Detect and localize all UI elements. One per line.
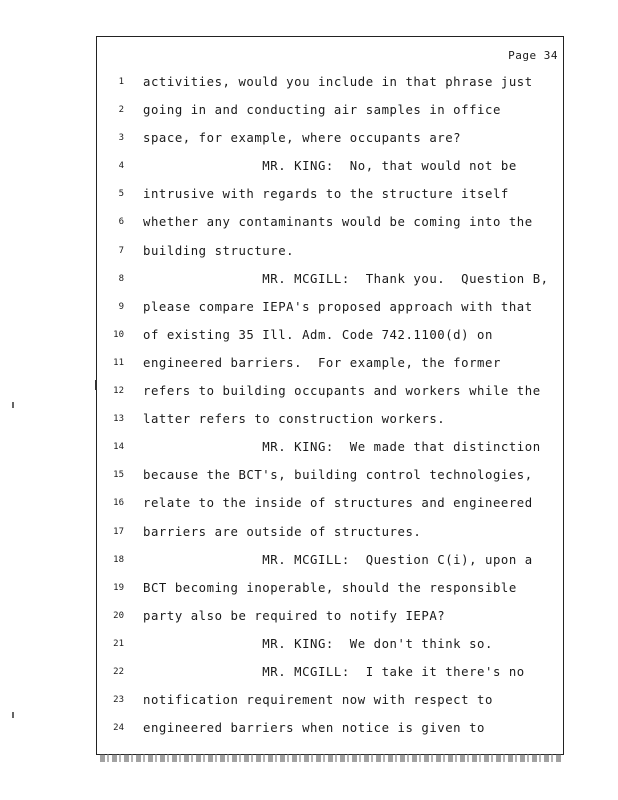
page-footer-strip (100, 754, 562, 762)
line-text: of existing 35 Ill. Adm. Code 742.1100(d) on (143, 327, 493, 342)
transcript-line (100, 96, 560, 124)
transcript-line (100, 321, 560, 349)
line-text: intrusive with regards to the structure itself (143, 187, 509, 202)
line-text: party also be required to notify IEPA? (143, 608, 446, 623)
transcript-line (100, 208, 560, 236)
transcript-line (100, 630, 560, 658)
line-number: 7 (118, 245, 124, 256)
transcript-lines (100, 68, 560, 742)
transcript-line (100, 489, 560, 517)
line-text: barriers are outside of structures. (143, 524, 422, 539)
line-number: 23 (113, 695, 124, 706)
transcript-line (100, 293, 560, 321)
transcript-line (100, 237, 560, 265)
line-number: 12 (113, 386, 124, 397)
transcript-line (100, 574, 560, 602)
line-number: 5 (118, 189, 124, 200)
line-number: 14 (113, 442, 124, 453)
line-text: activities, would you include in that phrase just (143, 75, 533, 89)
scan-artifact (12, 402, 14, 408)
line-number: 15 (113, 470, 124, 481)
line-number: 21 (113, 638, 124, 649)
line-text: please compare IEPA's proposed approach with that (143, 299, 533, 314)
transcript-line (100, 602, 560, 630)
line-number: 8 (118, 273, 124, 284)
line-text: latter refers to construction workers. (143, 412, 446, 427)
line-text: building structure. (143, 243, 295, 258)
scan-artifact (12, 712, 14, 718)
line-number: 1 (118, 77, 124, 87)
transcript-line (100, 546, 560, 574)
transcript-line (100, 349, 560, 377)
line-number: 2 (118, 105, 124, 116)
line-text: MR. MCGILL: Thank you. Question B, (143, 271, 549, 286)
line-number: 16 (113, 498, 124, 509)
line-number: 3 (118, 133, 124, 144)
transcript-line (100, 124, 560, 152)
transcript-line (100, 714, 560, 742)
line-text: whether any contaminants would be coming into the (143, 215, 533, 230)
transcript-line (100, 180, 560, 208)
line-number: 20 (113, 610, 124, 621)
transcript-line (100, 461, 560, 489)
page-number: Page 34 (508, 49, 558, 62)
line-text: BCT becoming inoperable, should the responsible (143, 580, 517, 595)
line-number: 18 (113, 554, 124, 565)
transcript-line (100, 265, 560, 293)
line-text: MR. MCGILL: Question C(i), upon a (143, 552, 533, 567)
line-text: engineered barriers when notice is given to (143, 721, 485, 736)
line-text: going in and conducting air samples in office (143, 103, 501, 118)
line-number: 19 (113, 582, 124, 593)
line-number: 9 (118, 301, 124, 312)
line-number: 4 (118, 161, 124, 172)
transcript-line (100, 68, 560, 96)
line-number: 13 (113, 414, 124, 425)
line-number: 6 (118, 217, 124, 228)
line-number: 10 (113, 329, 124, 340)
margin-mark (95, 380, 97, 390)
transcript-line (100, 658, 560, 686)
line-text: notification requirement now with respect to (143, 693, 493, 708)
line-text: engineered barriers. For example, the former (143, 355, 501, 370)
transcript-line (100, 152, 560, 180)
line-number: 11 (113, 357, 124, 368)
transcript-line (100, 518, 560, 546)
transcript-line (100, 377, 560, 405)
line-number: 17 (113, 526, 124, 537)
line-text: space, for example, where occupants are? (143, 131, 462, 146)
line-number: 22 (113, 666, 124, 677)
line-number: 24 (113, 723, 124, 734)
transcript-line (100, 686, 560, 714)
line-text: MR. KING: We don't think so. (143, 636, 493, 651)
line-text: relate to the inside of structures and engineered (143, 496, 533, 511)
line-text: MR. MCGILL: I take it there's no (143, 664, 525, 679)
line-text: refers to building occupants and workers while the (143, 384, 541, 399)
transcript-line (100, 405, 560, 433)
line-text: because the BCT's, building control technologies, (143, 468, 533, 483)
transcript-line (100, 433, 560, 461)
line-text: MR. KING: We made that distinction (143, 440, 541, 455)
line-text: MR. KING: No, that would not be (143, 159, 517, 174)
